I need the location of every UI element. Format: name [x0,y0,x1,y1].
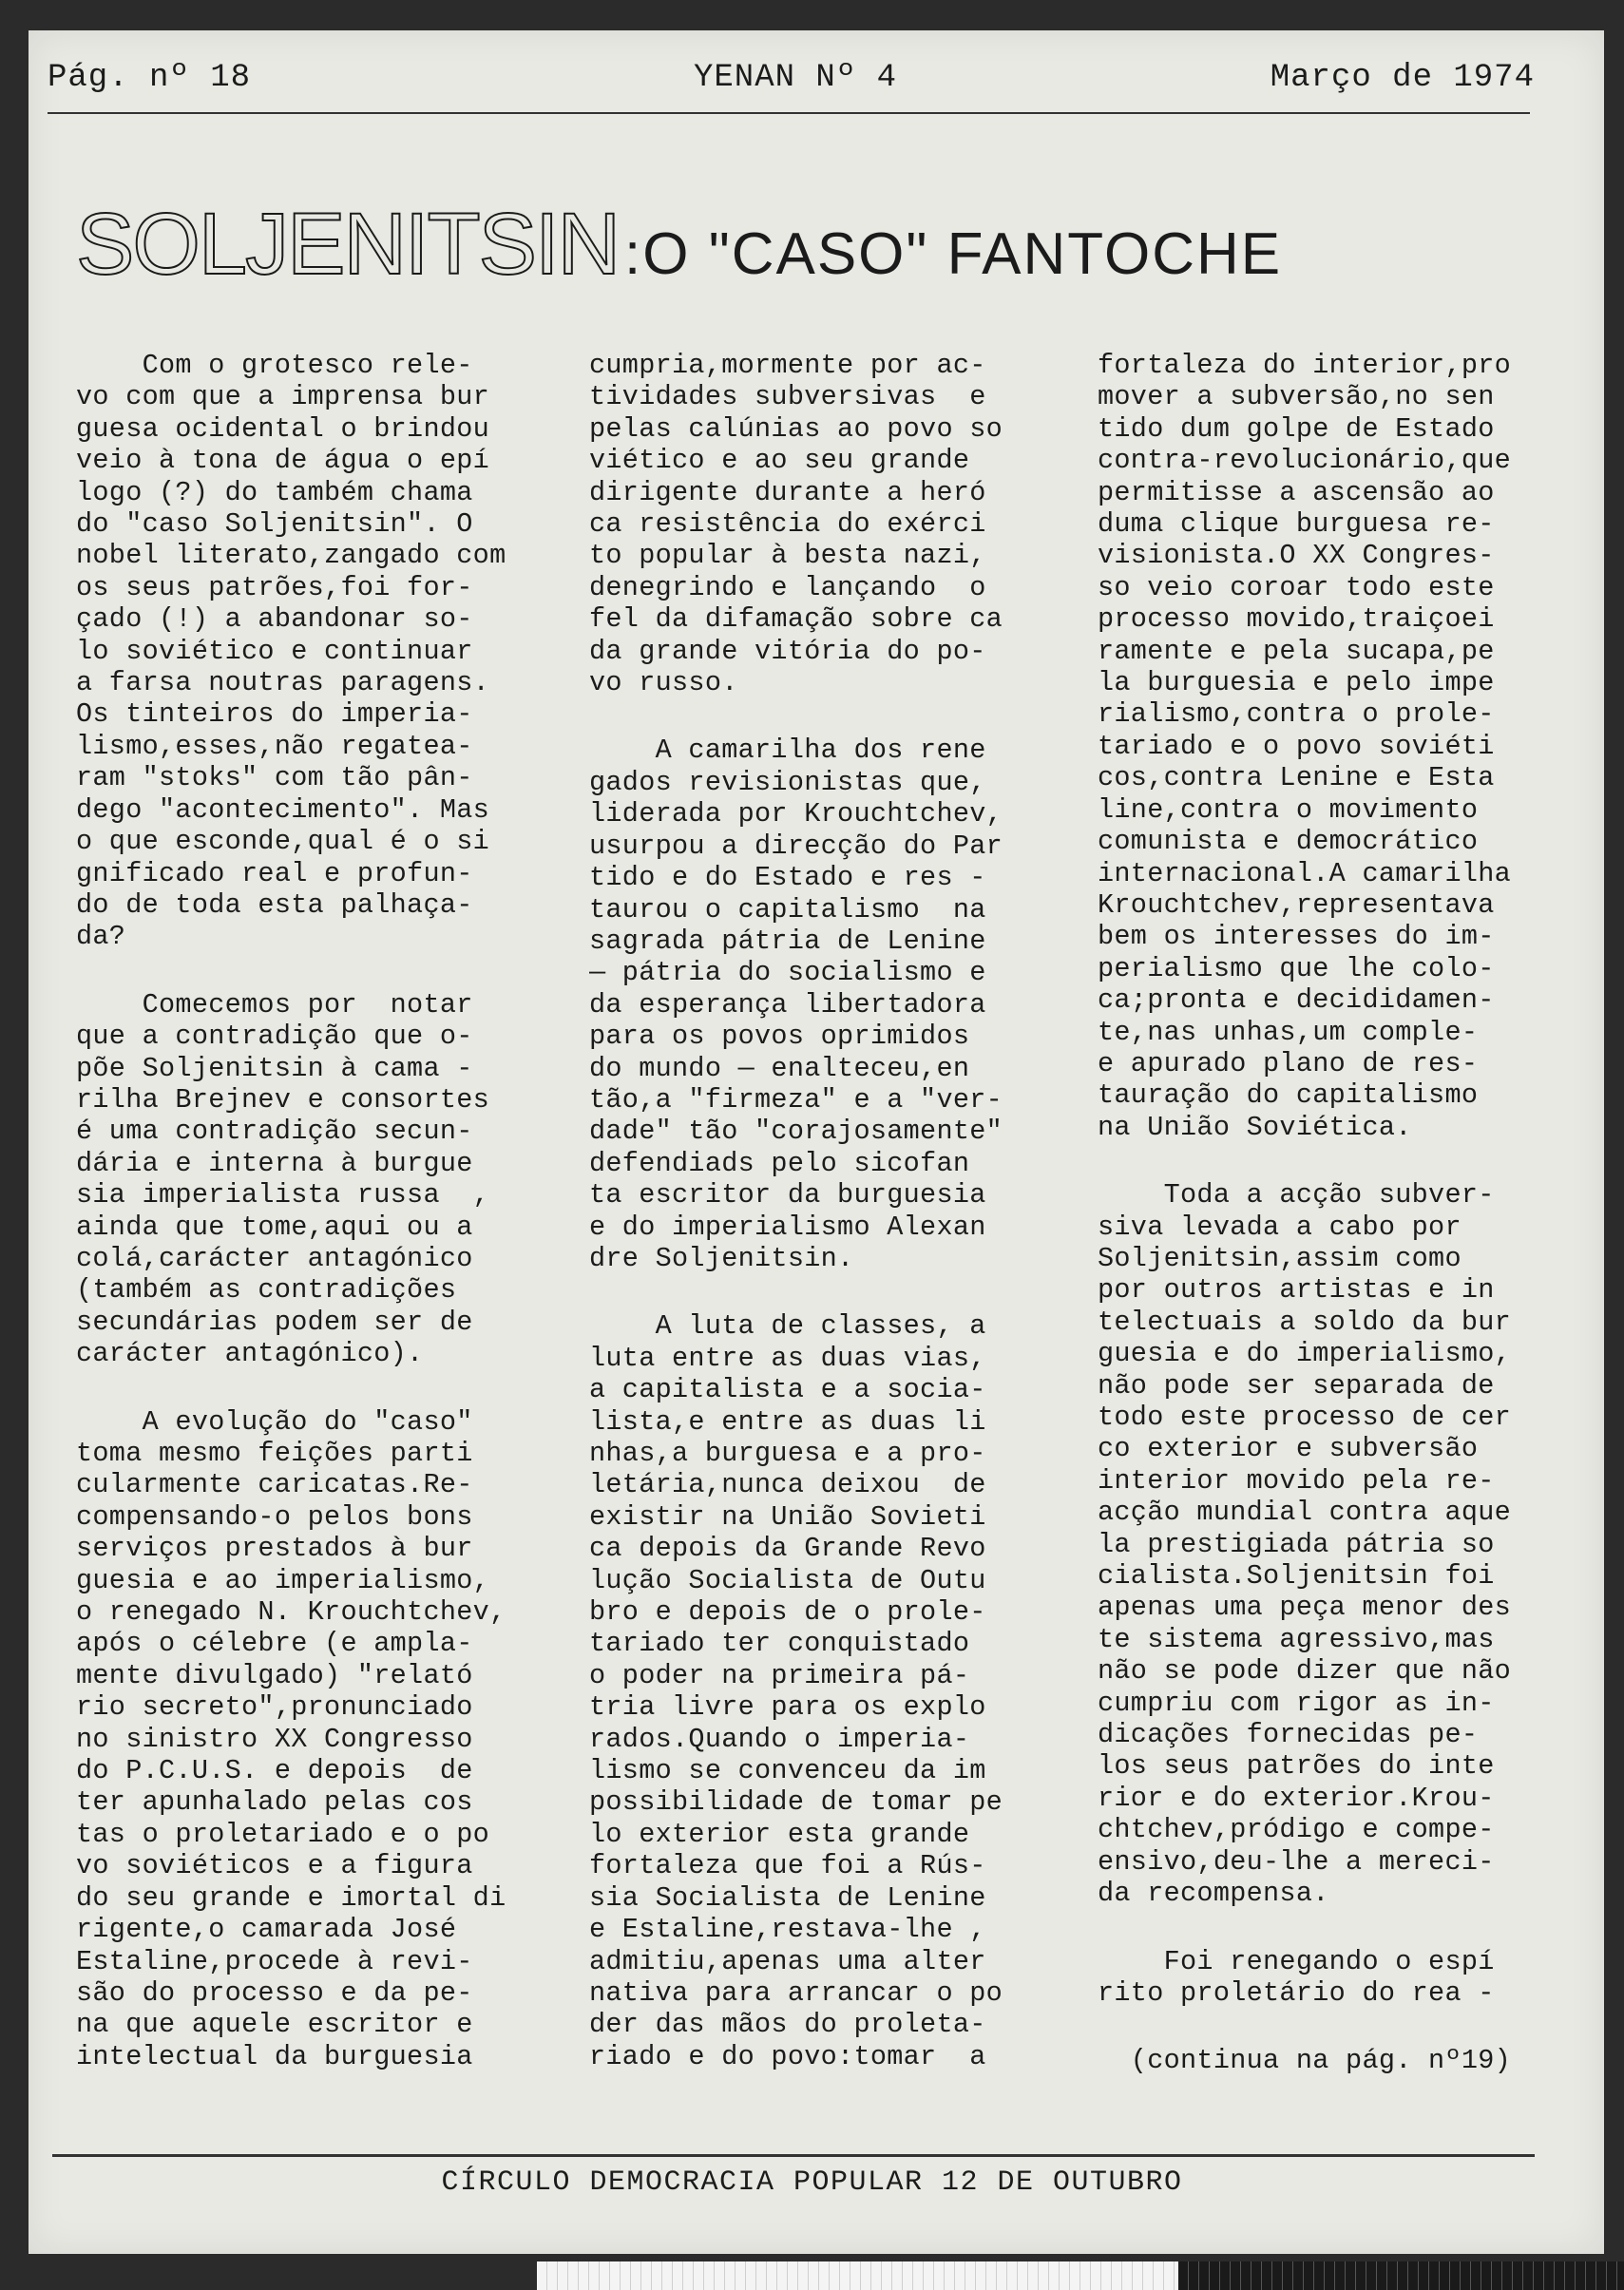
text-line: sia imperialista russa , [76,1179,490,1212]
text-line: — pátria do socialismo e [589,957,986,989]
text-line: veio à tona de água o epí [76,445,490,477]
text-line: la prestigiada pátria so [1098,1528,1495,1560]
text-line: lo soviético e continuar [76,635,473,667]
text-line: bem os interesses do im- [1098,921,1495,953]
footer-divider [52,2154,1535,2157]
text-line: dária e interna à burgue [76,1147,473,1179]
text-line: çado (!) a abandonar so- [76,603,473,636]
text-line: logo (?) do também chama [76,476,473,508]
text-line: pelas calúnias ao povo so [589,412,1003,445]
paragraph-gap [1098,2009,1587,2045]
text-line: tividades subversivas e [589,381,986,413]
text-line: ram "stoks" com tão pân- [76,762,473,794]
text-line: toma mesmo feições parti [76,1438,473,1469]
text-line: taurou o capitalismo na [589,893,986,926]
text-line: (também as contradições [76,1274,457,1307]
text-line: sagrada pátria de Lenine [589,925,986,957]
text-line: los seus patrões do inte [1098,1750,1495,1783]
text-line: na União Soviética. [1098,1111,1412,1143]
text-line: Comecemos por notar [76,988,473,1021]
paragraph [1098,2045,1587,2076]
paragraph [589,350,1083,698]
text-line: (continua na pág. nº19) [1098,2045,1512,2077]
text-line: dirigente durante a heró [589,476,986,508]
text-line: ca depois da Grande Revo [589,1533,986,1565]
text-line: der das mãos do proleta- [589,2009,986,2041]
text-line: da esperança libertadora [589,988,986,1021]
publication-name: YENAN Nº 4 [694,60,898,96]
text-line: luta entre as duas vias, [589,1342,986,1374]
text-line: ter apunhalado pelas cos [76,1786,473,1819]
text-line: colá,carácter antagónico [76,1242,473,1274]
text-line: do de toda esta palhaça- [76,888,473,921]
paragraph [76,1406,570,2073]
text-line: bro e depois de o prole- [589,1596,986,1629]
text-line: admitiu,apenas uma alter [589,1945,986,1977]
text-line: nativa para arrancar o po [589,1976,1003,2009]
text-line: intelectual da burguesia [76,2040,473,2072]
text-line: para os povos oprimidos [589,1021,970,1053]
text-line: compensando-o pelos bons [76,1500,473,1533]
text-line: vo russo. [589,667,738,699]
text-line: tariado e o povo soviéti [1098,730,1495,762]
text-line: duma clique burguesa re- [1098,508,1495,541]
text-line: A evolução do "caso" [76,1405,473,1438]
text-line: e apurado plano de res- [1098,1047,1479,1079]
text-line: guesa ocidental o brindou [76,412,490,445]
text-line: dicações fornecidas pe- [1098,1719,1479,1751]
text-line: após o célebre (e ampla- [76,1628,473,1660]
text-line: cularmente caricatas.Re- [76,1469,473,1501]
paragraph-gap [1098,1143,1587,1179]
paragraph [76,989,570,1370]
text-line: na que aquele escritor e [76,2009,473,2041]
text-line: Estaline,procede à revi- [76,1945,473,1977]
text-line: internacional.A camarilha [1098,857,1512,889]
text-line: riado e do povo:tomar a [589,2040,986,2072]
text-line: ainda que tome,aqui ou a [76,1211,473,1243]
text-line: a capitalista e a socia- [589,1374,986,1406]
text-line: line,contra o movimento [1098,793,1479,826]
paragraph [1098,1946,1587,2010]
text-line: la burguesia e pelo impe [1098,667,1495,699]
text-line: carácter antagónico). [76,1338,424,1370]
text-column-2 [589,350,1083,2108]
text-line: gados revisionistas que, [589,766,986,798]
text-line: rior e do exterior.Krou- [1098,1782,1495,1814]
text-line: rio secreto",pronunciado [76,1691,473,1724]
text-line: permitisse a ascensão ao [1098,476,1495,508]
text-line: da recompensa. [1098,1878,1329,1910]
text-line: tas o proletariado e o po [76,1818,490,1850]
text-line: co exterior e subversão [1098,1433,1479,1465]
text-line: tariado ter conquistado [589,1628,970,1660]
text-line: Toda a acção subver- [1098,1179,1495,1212]
text-line: lismo,esses,não regatea- [76,730,473,762]
text-line: liderada por Krouchtchev, [589,798,1003,830]
article-title [76,195,1406,328]
title-main: SOLJENITSIN [76,196,620,293]
text-line: acção mundial contra aque [1098,1497,1512,1529]
text-line: todo este processo de cer [1098,1402,1512,1433]
text-line: apenas uma peça menor des [1098,1592,1512,1624]
text-line: cumpriu com rigor as in- [1098,1687,1495,1719]
text-line: siva levada a cabo por [1098,1211,1462,1243]
text-line: ca resistência do exérci [589,508,986,541]
text-line: rito proletário do rea - [1098,1976,1495,2009]
paragraph-gap [76,953,570,989]
text-line: o renegado N. Krouchtchev, [76,1596,506,1629]
header-divider [48,112,1530,114]
text-line: guesia e ao imperialismo, [76,1564,490,1596]
text-line: so veio coroar todo este [1098,571,1495,603]
text-line: sia Socialista de Lenine [589,1881,986,1914]
text-line: fel da difamação sobre ca [589,603,1003,636]
text-line: viético e ao seu grande [589,445,970,477]
text-column-1 [76,350,570,2108]
text-line: perialismo que lhe colo- [1098,952,1495,984]
text-line: não pode ser separada de [1098,1369,1495,1402]
text-line: nobel literato,zangado com [76,540,506,572]
text-line: mover a subversão,no sen [1098,381,1495,413]
text-line: do seu grande e imortal di [76,1881,506,1914]
text-line: vo soviéticos e a figura [76,1850,473,1882]
paragraph [589,735,1083,1274]
text-line: no sinistro XX Congresso [76,1723,473,1755]
text-line: denegrindo e lançando o [589,571,986,603]
text-line: que a contradição que o- [76,1021,473,1053]
page-footer: CÍRCULO DEMOCRACIA POPULAR 12 DE OUTUBRO [441,2166,1183,2199]
text-line: lução Socialista de Outu [589,1564,986,1596]
text-line: rialismo,contra o prole- [1098,698,1495,731]
scan-ruler-dark [1178,2261,1624,2290]
paragraph [76,350,570,953]
paragraph-gap [1098,1910,1587,1946]
text-line: tria livre para os explo [589,1691,986,1724]
text-line: não se pode dizer que não [1098,1655,1512,1688]
text-line: o poder na primeira pá- [589,1659,970,1691]
paragraph [1098,350,1587,1143]
text-line: tido e do Estado e res - [589,862,986,894]
text-line: lo exterior esta grande [589,1818,970,1850]
text-line: secundárias podem ser de [76,1306,473,1338]
text-line: processo movido,traiçoei [1098,603,1495,636]
text-line: telectuais a soldo da bur [1098,1306,1512,1338]
paragraph [589,1310,1083,2072]
text-line: ta escritor da burguesia [589,1179,986,1212]
text-line: possibilidade de tomar pe [589,1786,1003,1819]
text-line: os seus patrões,foi for- [76,571,473,603]
text-line: comunista e democrático [1098,826,1479,858]
text-line: guesia e do imperialismo, [1098,1338,1512,1370]
text-line: dre Soljenitsin. [589,1242,854,1274]
text-line: e do imperialismo Alexan [589,1211,986,1243]
text-line: o que esconde,qual é o si [76,826,490,858]
text-line: é uma contradição secun- [76,1116,473,1148]
text-line: Foi renegando o espí [1098,1945,1495,1977]
text-line: defendiads pelo sicofan [589,1147,970,1179]
text-line: Com o grotesco rele- [76,350,473,381]
text-line: põe Soljenitsin à cama - [76,1052,473,1084]
text-line: rigente,o camarada José [76,1914,457,1946]
text-line: letária,nunca deixou de [589,1469,986,1501]
text-line: tido dum golpe de Estado [1098,412,1495,445]
text-line: A camarilha dos rene [589,735,986,767]
text-line: fortaleza que foi a Rús- [589,1850,986,1882]
text-line: dade" tão "corajosamente" [589,1116,1003,1148]
text-line: gnificado real e profun- [76,857,473,889]
text-line: lista,e entre as duas li [589,1405,986,1438]
paragraph [1098,1179,1587,1909]
text-line: rilha Brejnev e consortes [76,1083,490,1116]
text-line: mente divulgado) "relató [76,1659,473,1691]
text-line: ensivo,deu-lhe a mereci- [1098,1845,1495,1878]
text-line: contra-revolucionário,que [1098,445,1512,477]
text-line: por outros artistas e in [1098,1274,1495,1307]
text-line: rados.Quando o imperia- [589,1723,970,1755]
paragraph-gap [589,1274,1083,1310]
text-line: do mundo — enalteceu,en [589,1052,970,1084]
page-number: Pág. nº 18 [48,60,252,96]
text-line: Soljenitsin,assim como [1098,1242,1462,1274]
page-header [48,52,1535,109]
text-line: ramente e pela sucapa,pe [1098,635,1495,667]
text-line: da? [76,921,126,953]
text-line: to popular à besta nazi, [589,540,986,572]
text-line: são do processo e da pe- [76,1976,473,2009]
text-line: cialista.Soljenitsin foi [1098,1560,1495,1593]
text-line: A luta de classes, a [589,1310,986,1343]
text-line: cumpria,mormente por ac- [589,350,986,381]
text-line: do "caso Soljenitsin". O [76,508,473,541]
text-line: dego "acontecimento". Mas [76,793,490,826]
text-line: da grande vitória do po- [589,635,986,667]
text-line: e Estaline,restava-lhe , [589,1914,986,1946]
text-line: nhas,a burguesa e a pro- [589,1438,986,1469]
paragraph-gap [76,1370,570,1406]
text-line: do P.C.U.S. e depois de [76,1755,473,1787]
text-line: Os tinteiros do imperia- [76,698,473,731]
text-line: lismo se convenceu da im [589,1755,986,1787]
text-line: te,nas unhas,um comple- [1098,1016,1479,1048]
title-sub: :O "CASO" FANTOCHE [624,221,1283,287]
text-line: serviços prestados à bur [76,1533,473,1565]
text-line: chtchev,pródigo e compe- [1098,1814,1495,1846]
issue-date: Março de 1974 [1270,60,1535,96]
text-line: a farsa noutras paragens. [76,667,490,699]
text-column-3 [1098,350,1587,2108]
text-line: interior movido pela re- [1098,1464,1495,1497]
text-line: tauração do capitalismo [1098,1079,1479,1112]
text-line: tão,a "firmeza" e a "ver- [589,1083,1003,1116]
text-line: visionista.O XX Congres- [1098,540,1495,572]
text-line: vo com que a imprensa bur [76,381,490,413]
text-line: Krouchtchev,representava [1098,888,1495,921]
text-line: usurpou a direcção do Par [589,830,1003,862]
text-line: ca;pronta e decididamen- [1098,984,1495,1017]
text-line: cos,contra Lenine e Esta [1098,762,1495,794]
text-line: existir na União Sovieti [589,1500,986,1533]
paragraph-gap [589,698,1083,735]
text-line: te sistema agressivo,mas [1098,1623,1495,1655]
text-line: fortaleza do interior,pro [1098,350,1512,381]
